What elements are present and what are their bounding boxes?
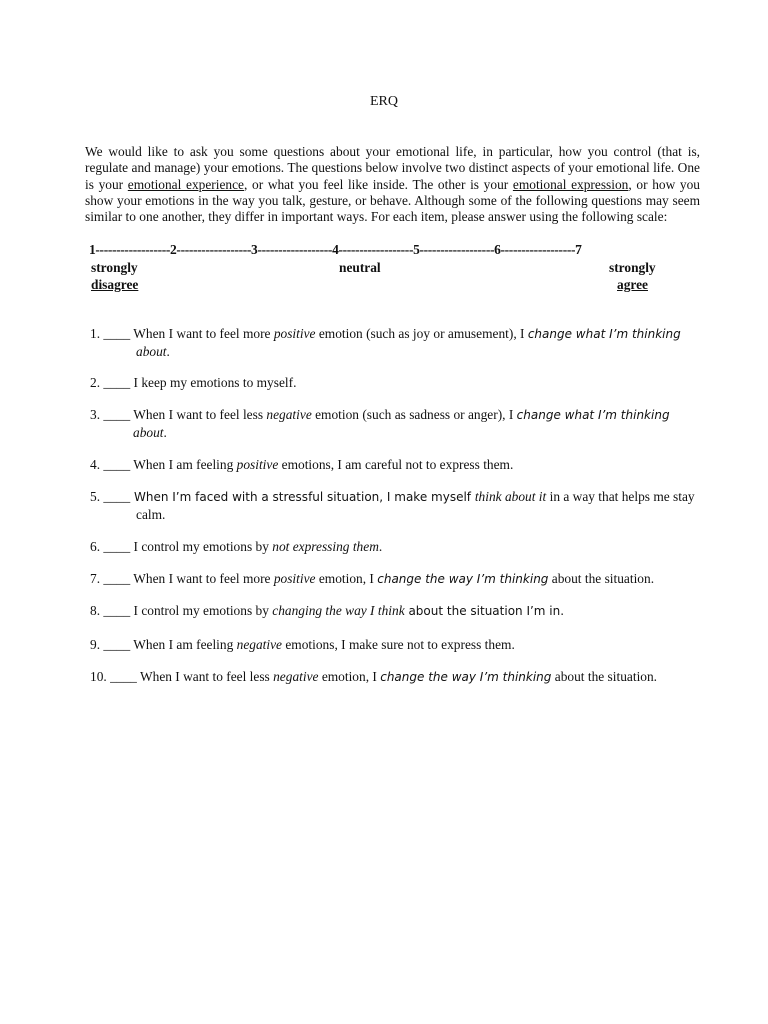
item-text: . [166,344,170,359]
item-emphasis: not expressing them [272,539,379,554]
item-emphasis: negative [273,669,319,684]
scale-anchor-agree: agree [617,277,648,292]
item-number-blank[interactable]: 8. ____ [90,603,131,618]
item-text: emotion (such as sadness or anger), I [311,407,517,422]
instructions-text-3: , or how you show your emotions in the way you talk, gesture, or behave. Although some of the following questions may seem similar to one another, they differ in important ways. For each item, please answer using the following scale: [85,176,700,225]
item-emphasis: negative [236,637,282,652]
item-text: emotion, I [318,669,381,684]
item-emphasis: change the way I’m thinking [380,670,552,684]
questionnaire-item-6 [90,538,710,555]
item-text: I keep my emotions to myself. [130,375,297,390]
item-number-blank[interactable]: 2. ____ [90,375,131,390]
item-text: in a way that helps me stay [546,489,695,504]
emotional-expression-term: emotional expression [512,176,629,192]
item-number-blank[interactable]: 4. ____ [90,457,131,472]
item-emphasis: change what I’m thinking [516,408,670,422]
item-text: emotion (such as joy or amusement), I [315,326,528,341]
item-text: emotions, I make sure not to express them. [282,637,515,652]
item-number-blank[interactable]: 6. ____ [90,539,131,554]
item-text: emotions, I am careful not to express them. [278,457,514,472]
emotional-experience-term: emotional experience [127,176,244,192]
item-text: When I’m faced with a stressful situation, I make myself [130,490,475,504]
item-emphasis: change the way I’m thinking [377,572,549,586]
item-text: emotion, I [315,571,378,586]
item-text: about the situation. [551,669,658,684]
questionnaire-item-9 [90,636,710,653]
questionnaire-item-8 [90,602,710,620]
item-text: When I am feeling [130,457,237,472]
scale-anchor-strongly-left: strongly [91,260,138,275]
questionnaire-item-2 [90,374,710,391]
scale-anchor-strongly-right: strongly [609,260,656,275]
item-number-blank[interactable]: 3. ____ [90,407,131,422]
item-text: When I want to feel less [130,407,267,422]
questionnaire-item-7 [90,570,710,588]
item-emphasis: change what I’m thinking [527,327,681,341]
item-emphasis: negative [266,407,312,422]
page-title: ERQ [370,94,398,109]
item-text: . [163,425,167,440]
item-continuation [90,343,710,360]
scale-anchor-disagree: disagree [91,277,139,292]
item-emphasis: think about it [474,489,547,504]
instructions-paragraph [85,144,700,225]
questionnaire-item-4 [90,456,710,473]
item-continuation [90,424,710,441]
item-text: When I am feeling [130,637,237,652]
item-emphasis: positive [273,571,316,586]
item-number-blank[interactable]: 5. ____ [90,489,131,504]
item-continuation: calm. [136,507,166,522]
item-number-blank[interactable]: 10. ____ [90,669,137,684]
questionnaire-item-1 [90,325,710,360]
questionnaire-item-3 [90,406,710,441]
item-text: about the situation I’m in. [404,604,565,618]
item-text: I control my emotions by [130,603,273,618]
instructions-text-2: , or what you feel like inside. The other is your [244,176,513,192]
item-text: . [378,539,383,554]
item-number-blank[interactable]: 7. ____ [90,571,131,586]
item-emphasis: positive [236,457,279,472]
item-emphasis: changing the way I think [272,603,405,618]
scale-anchor-neutral: neutral [339,260,381,275]
item-text: When I want to feel more [130,326,274,341]
instructions-text-1: We would like to ask you some questions about your emotional life, in particular, how you control (that is, regulate and manage) your emotions. The questions below involve two distinct aspects of your emotional life. One is your [85,144,700,192]
item-text: When I want to feel more [130,571,274,586]
item-emphasis: about [136,344,167,359]
questionnaire-item-5 [90,488,710,523]
questionnaire-item-10 [90,668,710,686]
item-text: I control my emotions by [130,539,273,554]
item-emphasis: about [133,425,164,440]
item-text: about the situation. [548,571,655,586]
item-text: When I want to feel less [136,669,274,684]
rating-scale-line: 1------------------2------------------3------------------4------------------5------------------6------------------7 [89,242,582,257]
item-emphasis: positive [273,326,316,341]
item-number-blank[interactable]: 9. ____ [90,637,131,652]
item-number-blank[interactable]: 1. ____ [90,326,131,341]
